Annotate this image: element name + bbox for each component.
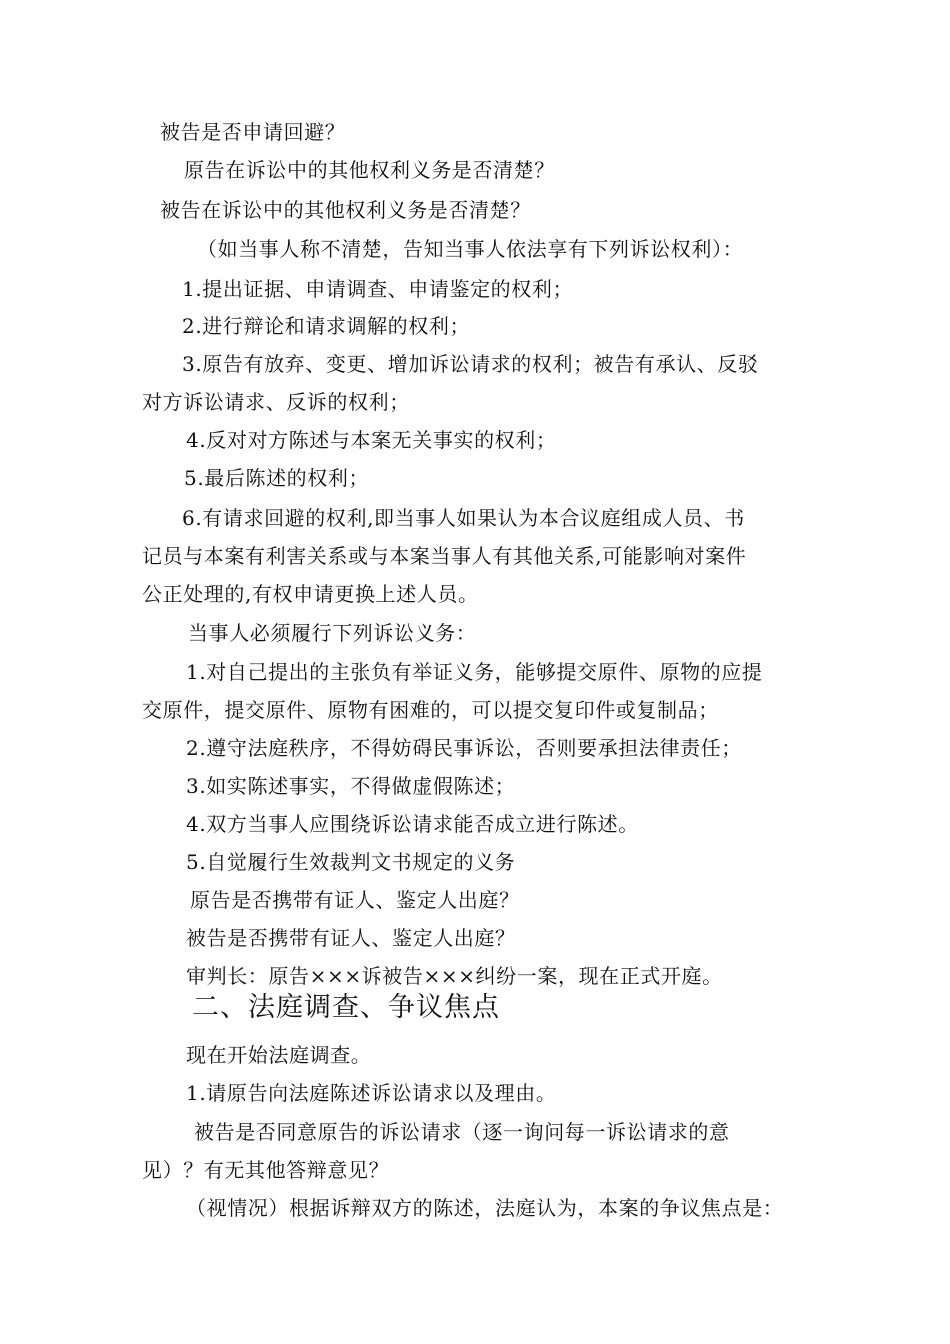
list-item: 4.反对对方陈述与本案无关事实的权利； — [186, 428, 557, 452]
list-item-continuation: 交原件，提交原件、原物有困难的，可以提交复印件或复制品； — [142, 698, 719, 722]
list-item: 2.进行辩论和请求调解的权利； — [182, 314, 471, 338]
text-line: （如当事人称不清楚，告知当事人依法享有下列诉讼权利）： — [197, 237, 744, 261]
text-line: 当事人必须履行下列诉讼义务： — [188, 621, 477, 645]
text-line: 被告是否同意原告的诉讼请求（逐一询问每一诉讼请求的意 — [194, 1120, 730, 1144]
list-item: 5.自觉履行生效裁判文书规定的义务 — [186, 850, 516, 874]
list-item: 4.双方当事人应围绕诉讼请求能否成立进行陈述。 — [186, 812, 639, 836]
list-item-continuation: 公正处理的,有权申请更换上述人员。 — [142, 582, 479, 606]
text-line: 现在开始法庭调查。 — [186, 1043, 372, 1067]
list-item: 1.提出证据、申请调查、申请鉴定的权利； — [182, 277, 574, 301]
list-item: 6.有请求回避的权利,即当事人如果认为本合议庭组成人员、书 — [182, 506, 745, 530]
list-item-continuation: 对方诉讼请求、反诉的权利； — [142, 390, 410, 414]
text-line: 被告是否申请回避？ — [160, 120, 346, 144]
list-item: 1.对自己提出的主张负有举证义务，能够提交原件、原物的应提 — [186, 660, 763, 684]
text-line: 原告是否携带有证人、鉴定人出庭？ — [190, 888, 520, 912]
list-item: 5.最后陈述的权利； — [184, 466, 370, 490]
text-line: 被告是否携带有证人、鉴定人出庭？ — [186, 926, 516, 950]
list-item: 3.原告有放弃、变更、增加诉讼请求的权利；被告有承认、反驳 — [182, 352, 759, 376]
text-line: 原告在诉讼中的其他权利义务是否清楚？ — [184, 158, 555, 182]
text-line: （视情况）根据诉辩双方的陈述，法庭认为，本案的争议焦点是： — [186, 1196, 784, 1220]
section-heading: 二、法庭调查、争议焦点 — [192, 992, 500, 1023]
text-line: 被告在诉讼中的其他权利义务是否清楚？ — [160, 198, 531, 222]
list-item: 3.如实陈述事实，不得做虚假陈述； — [186, 774, 516, 798]
list-item: 2.遵守法庭秩序，不得妨碍民事诉讼，否则要承担法律责任； — [186, 736, 742, 760]
list-item: 1.请原告向法庭陈述诉讼请求以及理由。 — [186, 1081, 557, 1105]
list-item-continuation: 记员与本案有利害关系或与本案当事人有其他关系,可能影响对案件 — [142, 544, 747, 568]
text-line: 审判长：原告×××诉被告×××纠纷一案，现在正式开庭。 — [186, 964, 723, 988]
text-line-continuation: 见）？有无其他答辩意见？ — [142, 1158, 390, 1182]
